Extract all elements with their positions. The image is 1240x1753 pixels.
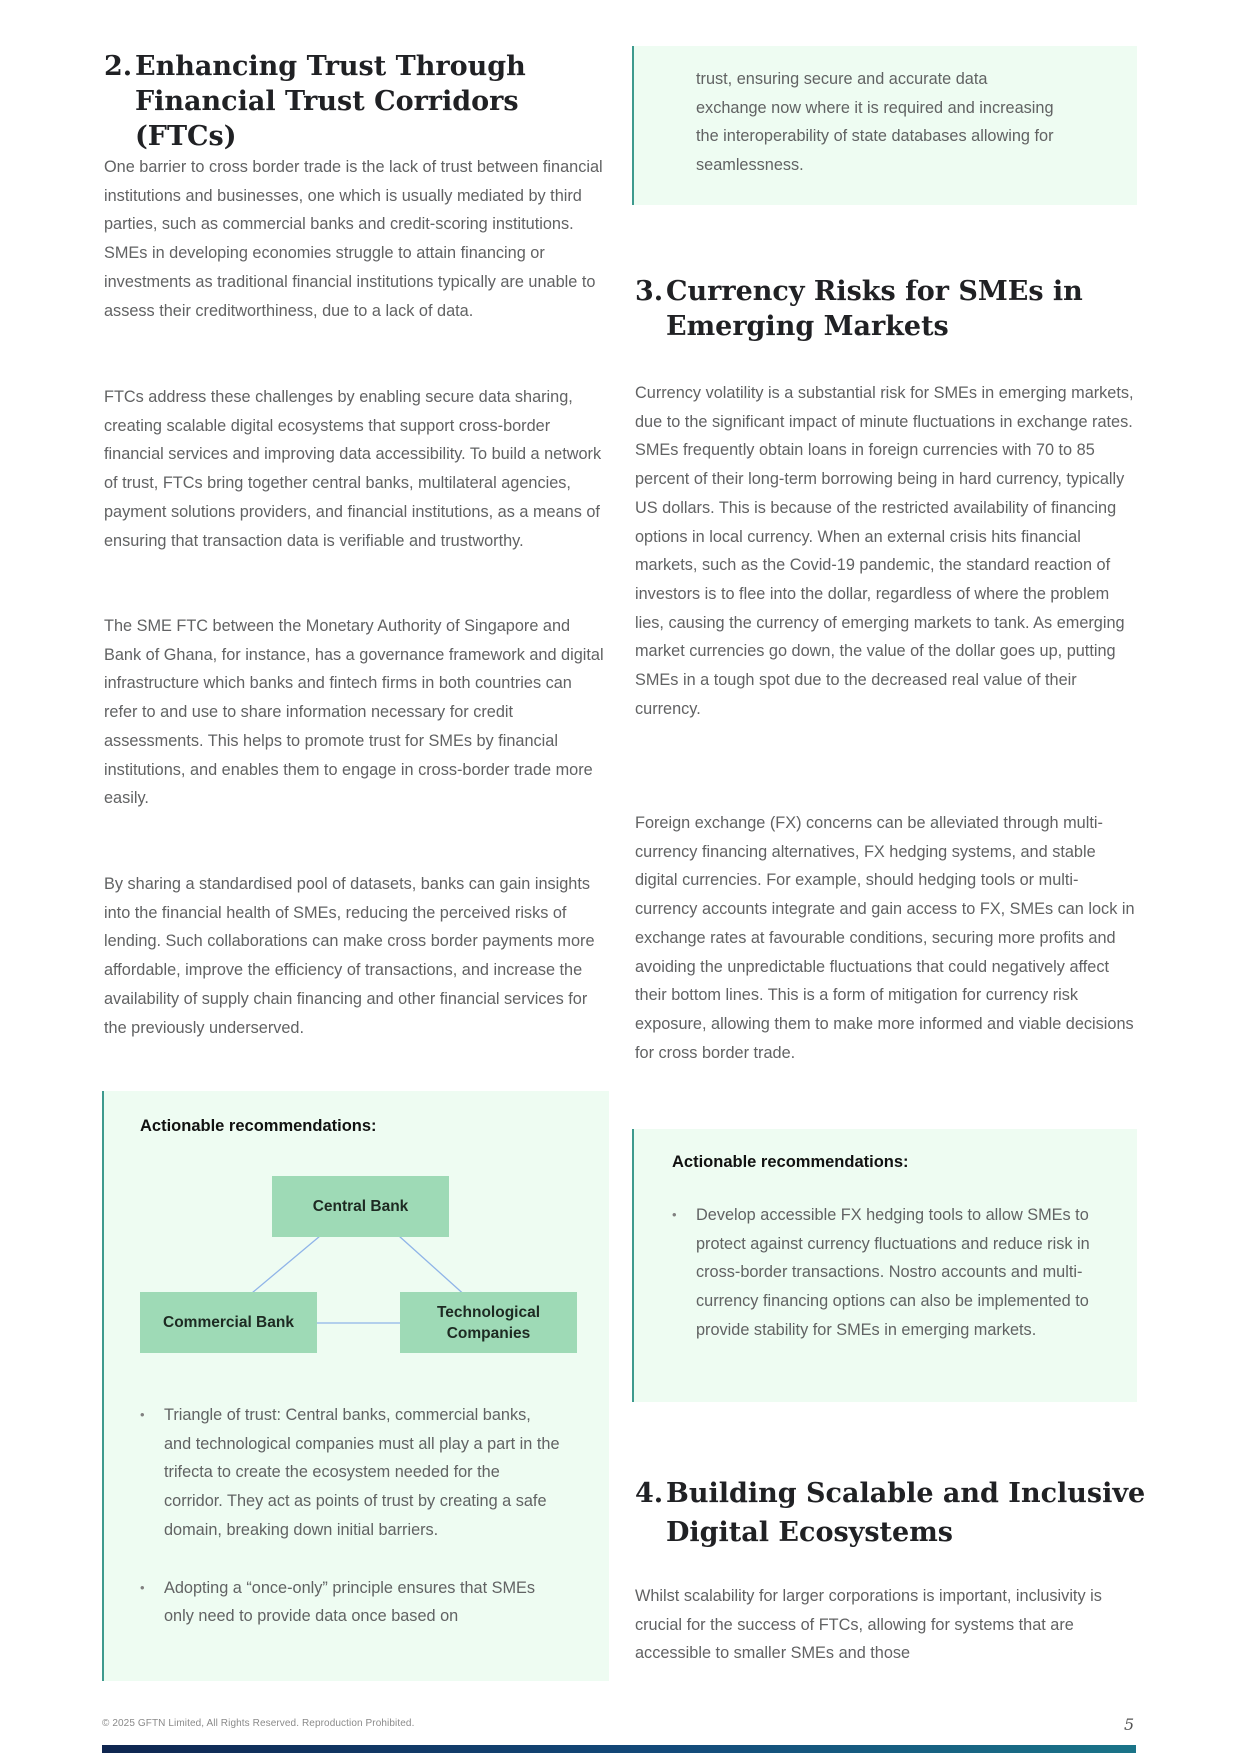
recommendations-list-trust: [140, 1401, 560, 1631]
continued-recommendation-text: trust, ensuring secure and accurate data exchange now where it is required and increasing the interoperability of state databases allowing for seamlessness.: [696, 70, 1054, 175]
recommendations-title: Actionable recommendations:: [672, 1153, 909, 1171]
continued-recommendations-box: [632, 46, 1137, 205]
section-2-title-line2: Financial Trust Corridors (FTCs): [135, 86, 519, 152]
section-2-paragraph: The SME FTC between the Monetary Authority of Singapore and Bank of Ghana, for instance, has a governance framework and digital infrastructure which banks and fintech firms in both countries can refer to and use to share information necessary for credit assessments. This helps to promote trust for SMEs by financial institutions, and enables them to engage in cross-border trade more easily.: [104, 617, 604, 808]
section-3-paragraph: Foreign exchange (FX) concerns can be alleviated through multi-currency financing alternatives, FX hedging systems, and stable digital currencies. For example, should hedging tools or multi-currency accounts integrate and gain access to FX, SMEs can lock in exchange rates at favourable conditions, securing more profits and avoiding the unpredictable fluctuations that could negatively affect their bottom lines. This is a form of mitigation for currency risk exposure, allowing them to make more informed and viable decisions for cross border trade.: [635, 814, 1135, 1062]
section-4-title-line1: Building Scalable and Inclusive: [666, 1478, 1146, 1509]
list-item: [140, 1574, 560, 1631]
copyright-notice: © 2025 GFTN Limited, All Rights Reserved. Reproduction Prohibited.: [102, 1718, 415, 1729]
section-3-paragraph: Currency volatility is a substantial risk for SMEs in emerging markets, due to the significant impact of minute fluctuations in exchange rates. SMEs frequently obtain loans in foreign currencies with 70 to 85 percent of their long-term borrowing being in hard currency, typically US dollars. This is because of the restricted availability of financing options in local currency. When an external crisis hits financial markets, such as the Covid-19 pandemic, the standard reaction of investors is to flee into the dollar, regardless of where the problem lies, causing the currency of emerging markets to tank. As emerging market currencies go down, the value of the dollar goes up, putting SMEs in a tough spot due to the decreased real value of their currency.: [635, 384, 1134, 718]
bullet-icon: •: [140, 1579, 145, 1595]
node-technological-companies: [400, 1292, 577, 1353]
node-technological-label-line1: Technological: [436, 1303, 541, 1321]
recommendation-text: Triangle of trust: Central banks, commercial banks, and technological companies must all play a part in the trifecta to create the ecosystem needed for the corridor. They act as points of trust by creating a safe domain, breaking down initial barriers.: [164, 1406, 560, 1539]
trust-triangle-diagram: [104, 1091, 611, 1391]
section-2-paragraph: By sharing a standardised pool of datasets, banks can gain insights into the financial health of SMEs, reducing the perceived risks of lending. Such collaborations can make cross border payments more affordable, improve the efficiency of transactions, and increase the availability of supply chain financing and other financial services for the previously underserved.: [104, 875, 595, 1037]
node-commercial-bank-label: Commercial Bank: [163, 1314, 294, 1331]
section-4-paragraph: Whilst scalability for larger corporations is important, inclusivity is crucial for the success of FTCs, allowing for systems that are accessible to smaller SMEs and those: [635, 1587, 1102, 1663]
recommendation-text: Adopting a “once-only” principle ensures that SMEs only need to provide data once based on: [164, 1578, 536, 1626]
section-2-paragraph: FTCs address these challenges by enabling secure data sharing, creating scalable digital ecosystems that support cross-border financial services and improving data accessibility. To build a network of trust, FTCs bring together central banks, multilateral agencies, payment solutions providers, and financial institutions, as a means of ensuring that transaction data is verifiable and trustworthy.: [104, 388, 602, 550]
recommendations-list-currency: [672, 1201, 1092, 1345]
section-2-title-line1: Enhancing Trust Through: [135, 51, 526, 82]
node-central-bank: [272, 1176, 449, 1237]
footer-gradient-bar: [102, 1745, 1136, 1753]
section-2-number: 2.: [104, 51, 133, 82]
node-central-bank-label: Central Bank: [312, 1198, 409, 1215]
section-4-heading: [635, 1474, 1155, 1552]
section-4-title-line2: Digital Ecosystems: [666, 1517, 953, 1548]
bullet-icon: •: [140, 1407, 145, 1422]
section-3-number: 3.: [635, 276, 664, 307]
section-4-number: 4.: [635, 1478, 664, 1509]
connector-central-commercial: [246, 1236, 320, 1298]
recommendation-text: Develop accessible FX hedging tools to allow SMEs to protect against currency fluctuations and reduce risk in cross-border transactions. Nostro accounts and multi-currency financing options can also be implemented to provide stability for SMEs in emerging markets.: [696, 1206, 1090, 1339]
section-3-title-line1: Currency Risks for SMEs in: [666, 276, 1083, 307]
section-2-paragraph: One barrier to cross border trade is the lack of trust between financial institutions and businesses, one which is usually mediated by third parties, such as commercial banks and credit-scoring institutions. SMEs in developing economies struggle to attain financing or investments as traditional financial institutions typically are unable to assess their creditworthiness, due to a lack of data.: [104, 158, 603, 320]
connector-central-technological: [399, 1236, 468, 1298]
recommendations-title: Actionable recommendations:: [140, 1117, 377, 1135]
list-item: [140, 1401, 560, 1545]
section-3-heading: [635, 274, 1155, 344]
list-item: [672, 1201, 1092, 1345]
section-2-heading: [104, 49, 624, 154]
page-number: 5: [1124, 1715, 1135, 1734]
bullet-icon: •: [672, 1207, 677, 1222]
section-3-title-line2: Emerging Markets: [666, 311, 949, 342]
node-commercial-bank: [140, 1292, 317, 1353]
recommendations-box-trust: [102, 1091, 609, 1681]
node-technological-label-line2: Companies: [446, 1324, 531, 1342]
recommendations-box-currency: [632, 1129, 1137, 1402]
